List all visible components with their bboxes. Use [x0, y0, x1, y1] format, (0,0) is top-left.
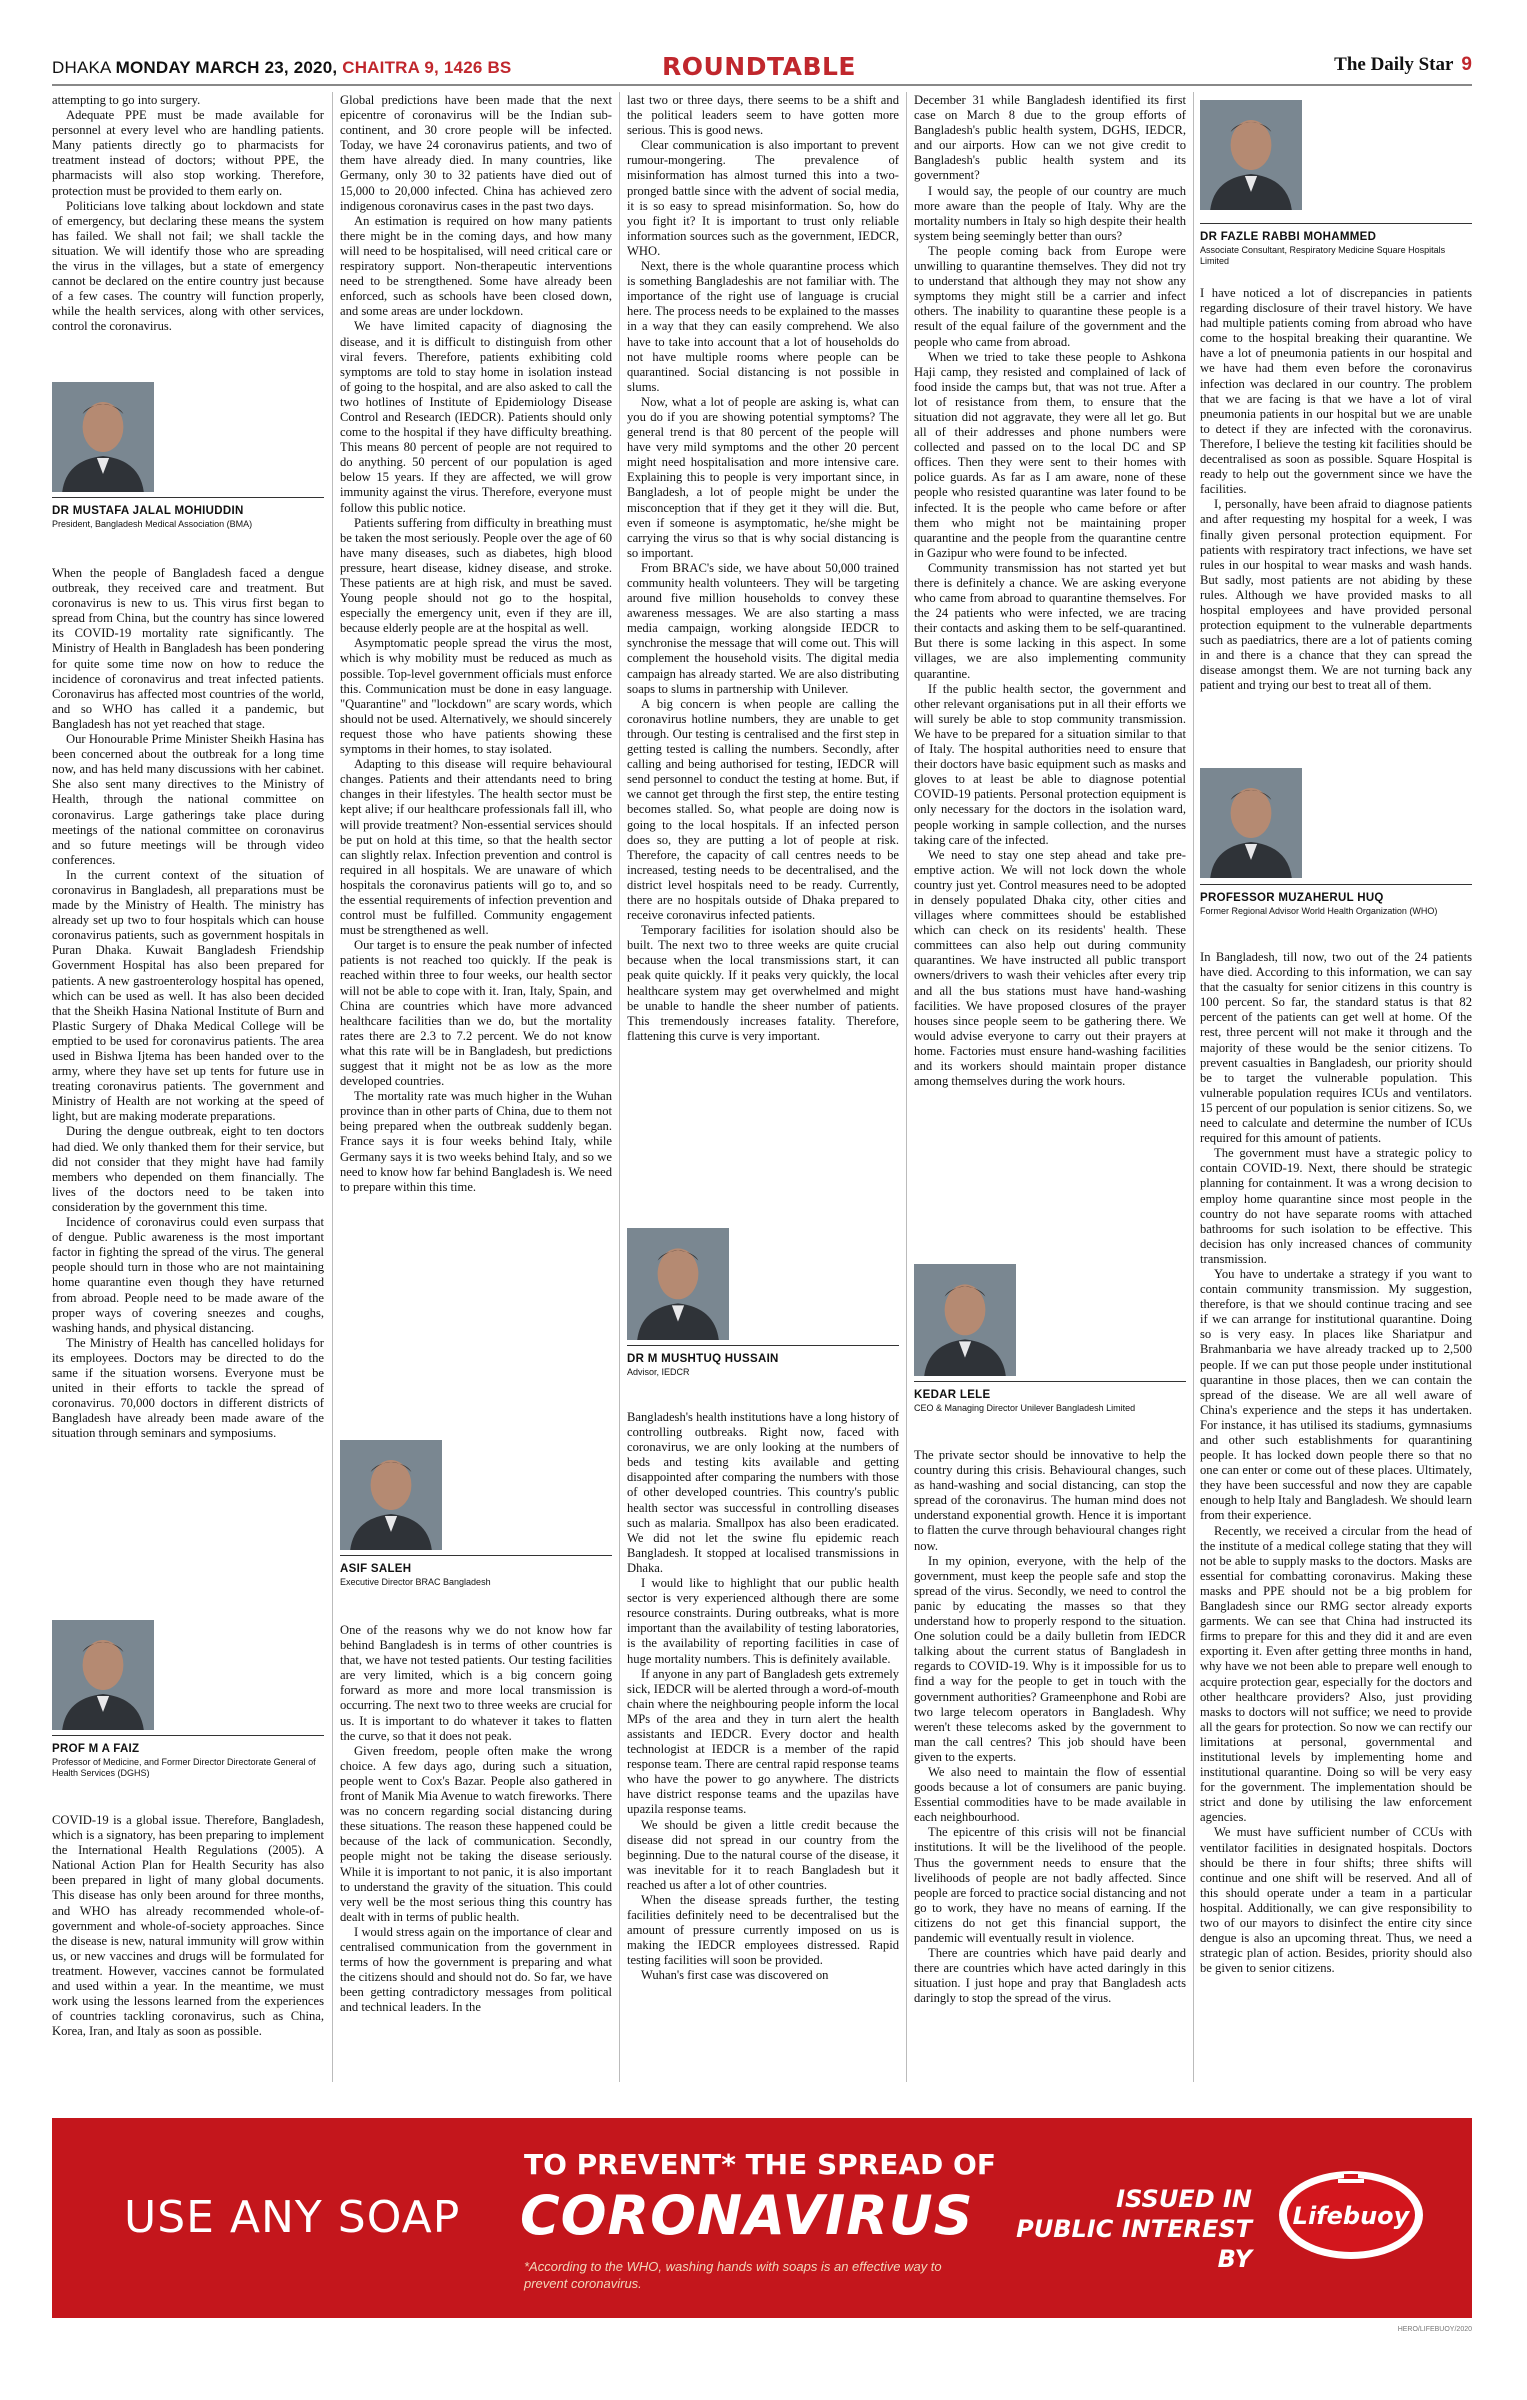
page-header [52, 52, 1472, 92]
speaker-photo [1200, 768, 1302, 878]
paragraph: I would say, the people of our country are much more aware than the people of Italy. Why are the mortality numbers in Italy so high despite their health system being seemingly better than ours? [914, 183, 1186, 243]
speaker-byline [914, 1389, 1186, 1414]
paragraph: The government must have a strategic policy to contain COVID-19. Next, there should be strategic planning for containment. It was a wrong decision to employ home quarantine since most people in the country do not have separate rooms with attached bathrooms for such isolation to be effective. This decision has only increased chances of community transmission. [1200, 1146, 1472, 1266]
speaker-byline [627, 1353, 899, 1378]
column-divider [619, 92, 620, 2082]
paragraph: I have noticed a lot of discrepancies in patients regarding disclosure of their travel history. We have had multiple patients coming from abroad who have come to the hospital breaking their quarantine. We have a lot of pneumonia patients in our hospital and we have had them even before the coronavirus infection was declared in our country. The problem that we are facing is that we have a lot of viral pneumonia patients in our hospital but we are unable to detect if they are infected with the coronavirus. Therefore, I believe the testing kit facilities should be decentralised as soon as possible. Square Hospital is ready to help out the government since we have the facilities. [1200, 286, 1472, 497]
speaker-title: Advisor, IEDCR [627, 1367, 690, 1377]
paragraph: Politicians love talking about lockdown and state of emergency, but declaring these means the system has failed. We shall not fail; we shall tackle the situation. We will identify those who are spreading the virus in the villages, but a state of emergency cannot be declared on the entire country just because of a few cases. The country will function properly, while the health services, along with other services, control the coronavirus. [52, 198, 324, 334]
brand-name: Lifebuoy [1292, 2202, 1410, 2230]
paragraph: We should be given a little credit because the disease did not spread in our country from the beginning. Due to the natural course of the disease, it was inevitable for it to reach Bangladesh but it reached us after a lot of other countries. [627, 1817, 899, 1892]
speaker-photo [52, 1620, 154, 1730]
paragraph: Patients suffering from difficulty in breathing must be taken the most seriously. People over the age of 60 have many diseases, such as diabetes, high blood pressure, heart disease, kidney disease, and stroke. These patients are at high risk, and must be saved. Young people should not go to the hospital, especially the emergency unit, even if they are ill, because elderly people are at the hospital as well. [340, 515, 612, 636]
paragraph: In Bangladesh, till now, two out of the 24 patients have died. According to this information, we can say that the casualty for senior citizens in this country is 100 percent. So far, the standard status is that 82 percent of the patients can get well at home. Of the rest, three percent will not make it through and the majority of these would be the senior citizens. To prevent casualties in Bangladesh, our priority should be to target the vulnerable population. This vulnerable population requires ICUs and ventilators. 15 percent of our population is senior citizens. So, we need to calculate and determine the number of ICUs required for this amount of patients. [1200, 950, 1472, 1146]
paragraph: In the current context of the situation of coronavirus in Bangladesh, all preparations must be made by the Ministry of Health. The ministry has already set up two to four hospitals which can house coronavirus patients, such as government hospitals in Puran Dhaka. Kuwait Bangladesh Friendship Government Hospital has also been prepared for patients. A new gastroenterology hospital has opened, which can be used as well. It has also been decided that the Sheikh Hasina National Institute of Burn and Plastic Surgery of Dhaka Medical College will be emptied to be used for coronavirus patients. The area used in Bishwa Ijtema has been handed over to the army, where they have set up tents for future use in treating coronavirus patients. The government and Ministry of Health are not working at the speed of light, but are making moderate preparations. [52, 867, 324, 1124]
byline-rule [340, 1555, 612, 1556]
bangla-date: CHAITRA 9, 1426 BS [342, 58, 512, 77]
paragraph: An estimation is required on how many patients there might be in the coming days, and how many will need to be hospitalised, will need critical care or respiratory support. Non-therapeutic interventions need to be strengthened. Some have already been enforced, such as schools have been closed down, and some areas are under lockdown. [340, 213, 612, 319]
paragraph: We must have sufficient number of CCUs with ventilator facilities in designated hospitals. Doctors should be there in four shifts; three shifts will continue and one shift will be reserved. And all of this should operate under a team in a particular hospital. Additionally, we can give responsibility to two of our mayors to disinfect the entire city since dengue is also an upcoming threat. Thus, we need a strategic plan of action. Besides, priority should also be given to senior citizens. [1200, 1825, 1472, 1976]
paragraph: COVID-19 is a global issue. Therefore, Bangladesh, which is a signatory, has been preparing to implement the International Health Regulations (2005). A National Action Plan for Health Security has also been prepared in light of many global documents. This disease has only been around for three months, and WHO has already recommended whole-of-government and whole-of-society approaches. Since the disease is new, natural immunity will grow within us, or new vaccines and drugs will be formulated for treatment. However, vaccines cannot be formulated and used within a year. In the meantime, we must work using the lessons learned from the experiences of countries tackling coronavirus, such as China, Korea, Iran, and Italy as soon as possible. [52, 1813, 324, 2039]
paragraph: We also need to maintain the flow of essential goods because a lot of consumers are panic buying. Essential commodities have to be made available in each neighbourhood. [914, 1764, 1186, 1825]
byline-rule [627, 1345, 899, 1346]
paragraph: Community transmission has not started yet but there is definitely a chance. We are asking everyone who came from abroad to quarantine themselves. For the 24 patients who were infected, we are tracing their contacts and asking them to be self-quarantined. But there is some lacking in this aspect. In some villages, we are also implementing community quarantine. [914, 560, 1186, 681]
paragraph: Asymptomatic people spread the virus the most, which is why mobility must be reduced as much as possible. Top-level government officials must enforce this. Communication must be done in easy language. "Quarantine" and "lockdown" are scary words, which should not be used. Alternatively, we should sincerely request those who have patients showing these symptoms in their homes, to stay isolated. [340, 636, 612, 757]
paragraph: The private sector should be innovative to help the country during this crisis. Behavioural changes, such as hand-washing and social distancing, can stop the spread of the coronavirus. The human mind does not understand exponential growth. Hence it is important to flatten the curve through behavioural changes right now. [914, 1448, 1186, 1553]
speaker-title: Associate Consultant, Respiratory Medicine Square Hospitals Limited [1200, 245, 1446, 266]
paragraph: Recently, we received a circular from the head of the institute of a medical college stating that they will not be able to supply masks to the doctors. Masks are essential for combatting coronavirus. Making these masks and PPE should not be a big problem for Bangladesh since our RMG sector already exports garments. We can see that China had instructed its firms to prepare for this and they did it and are even exporting it. Even after getting three months in hand, why have we not been able to prepare well enough to acquire protection gear, especially for the doctors and other healthcare providers? Also, just providing masks to doctors will not suffice; we need to provide all the gears for protection. So now we can rectify our limitations at personal, governmental and institutional levels by implementing home and institutional quarantine. Doing so will be very easy for the government. The implementation should be strict and done by utilising the law enforcement agencies. [1200, 1523, 1472, 1825]
paragraph: Global predictions have been made that the next epicentre of coronavirus will be the Indian sub-continent, and 30 crore people will be infected. Today, we have 24 coronavirus patients, and two of them have already died. In many countries, like Germany, only 30 to 32 patients have died out of 15,000 to 20,000 infected. China has achieved zero indigenous coronavirus cases in the past two days. [340, 93, 612, 213]
paragraph: If the public health sector, the government and other relevant organisations put in all their efforts we will surely be able to stop community transmission. We have to be prepared for a situation similar to that of Italy. The hospital authorities need to ensure that their doctors have basic equipment such as masks and gloves to at least be able to diagnose potential COVID-19 patients. Personal protection equipment is only necessary for the doctors in the isolation ward, people working in sample collection, and the nurses taking care of the infected. [914, 681, 1186, 847]
article-text [1200, 286, 1472, 694]
article-text [340, 93, 612, 1195]
paragraph: From BRAC's side, we have about 50,000 trained community health volunteers. They will be targeting around five million households to convey these awareness messages. We are also starting a mass media campaign, working alongside IEDCR to synchronise the message that will come out. This will complement the household visits. The digital media campaign has already started. We are also distributing soaps to slums in partnership with Unilever. [627, 560, 899, 696]
byline-rule [52, 497, 324, 498]
speaker-byline [1200, 892, 1472, 917]
byline-rule [1200, 223, 1472, 224]
paragraph: When the people of Bangladesh faced a dengue outbreak, they received care and treatment. But coronavirus is new to us. This virus first began to spread from China, but the country has since lowered its COVID-19 mortality rate significantly. The Ministry of Health in Bangladesh has been pondering for quite some time now on how to reduce the incidence of coronavirus and treat infected patients. Coronavirus has affected most countries of the world, and so WHO has called it a pandemic, but Bangladesh has not yet reached that stage. [52, 566, 324, 731]
speaker-photo [52, 382, 154, 492]
paragraph: December 31 while Bangladesh identified its first case on March 8 due to the group efforts of Bangladesh's public health system, DGHS, IEDCR, and our airports. How can we not give credit to Bangladesh's public health system and its government? [914, 93, 1186, 183]
paper-name: The Daily Star [1334, 54, 1454, 75]
ad-credit: HERO/LIFEBUOY/2020 [1397, 2326, 1472, 2333]
article-text [52, 93, 324, 335]
article-text [52, 566, 324, 1441]
speaker-title: Former Regional Advisor World Health Organization (WHO) [1200, 906, 1438, 916]
paragraph: During the dengue outbreak, eight to ten doctors had died. We only thanked them for their service, but did not consider that they might have had family members who depended on them financially. The lives of the doctors need to be taken into consideration by the government this time. [52, 1124, 324, 1214]
article-text [340, 1623, 612, 2015]
paragraph: Given freedom, people often make the wrong choice. A few days ago, during such a situation, people went to Cox's Bazar. People also gathered in front of Manik Mia Avenue to watch fireworks. There was no concern regarding social distancing during these situations. The reason these happened could be because of the lack of communication. Secondly, people might not be taking the disease seriously. While it is important to not panic, it is also important to understand the gravity of the situation. This could very well be the most serious thing this country has dealt with in terms of public health. [340, 1743, 612, 1924]
dateline [52, 58, 511, 78]
paragraph: last two or three days, there seems to be a shift and the political leaders seem to have gotten more serious. This is good news. [627, 93, 899, 138]
paragraph: attempting to go into surgery. [52, 93, 201, 107]
speaker-byline [1200, 231, 1472, 267]
column-divider [1193, 92, 1194, 2082]
article-text [1200, 950, 1472, 1976]
byline-rule [914, 1381, 1186, 1382]
paragraph: There are countries which have paid dearly and there are countries which have acted daringly in this situation. I just hope and pray that Bangladesh acts daringly to stop the spread of the virus. [914, 1946, 1186, 2006]
paragraph: The epicentre of this crisis will not be financial institutions. It will be the livelihood of the people. Thus the government needs to ensure that the livelihoods of people are not badly affected. Since people are forced to practice social distancing and not go to work, they have no means of earning. If the citizens do not get this financial support, the pandemic will eventually result in violence. [914, 1825, 1186, 1945]
paragraph: We have limited capacity of diagnosing the disease, and it is difficult to distinguish from other viral fevers. Therefore, patients exhibiting cold symptoms are told to stay home in isolation instead of going to the hospital, and are also asked to call the two hotlines of Institute of Epidemiology Disease Control and Research (IEDCR). Patients should only come to the hospital if they have difficulty breathing. This means 80 percent of people are not required to do anything. 50 percent of our population is aged below 15 years. If they are affected, we will grow immunity against the virus. Therefore, everyone must follow this public notice. [340, 319, 612, 515]
header-rule [52, 84, 1472, 86]
paragraph: Temporary facilities for isolation should also be built. The next two to three weeks are quite crucial because when the local transmissions start, it can peak quite quickly. If it peaks very quickly, the local healthcare system may get overwhelmed and might be unable to handle the sheer number of patients. This tremendously increases fatality. Therefore, flattening this curve is very important. [627, 923, 899, 1043]
speaker-photo [914, 1264, 1016, 1376]
paragraph: The people coming back from Europe were unwilling to quarantine themselves. They did not try to understand that although they may not show any symptoms they might still be a carrier and infect others. The inability to quarantine these people is a result of the equal failure of the government and the people who came from abroad. [914, 243, 1186, 349]
lifebuoy-logo-icon [1276, 2168, 1426, 2262]
speaker-byline [340, 1563, 612, 1588]
article-text [914, 93, 1186, 1089]
ad-footnote: *According to the WHO, washing hands with soaps is an effective way to prevent coronavirus. [524, 2259, 942, 2291]
date: MONDAY MARCH 23, 2020, [115, 58, 338, 77]
paragraph: I would stress again on the importance of clear and centralised communication from the government in terms of how the government is preparing and what the citizens should and should not do. So far, we have been getting contradictory messages from political and technical leaders. In the [340, 1924, 612, 2015]
paragraph: We need to stay one step ahead and take pre-emptive action. We will not lock down the whole country just yet. Control measures need to be adopted in densely populated Dhaka city, other cities and villages where committees should be established which can check on its residents' health. These committees can also help out during community quarantines. We have instructed all public transport owners/drivers to wash their vehicles after every trip and all the bus stations must have hand-washing facilities. We have proposed closures of the prayer houses since people seem to be gathering there. We would advise everyone to carry out their prayers at home. Factories must ensure hand-washing facilities and its workers should maintain proper distance among themselves during the work hours. [914, 847, 1186, 1089]
speaker-title: CEO & Managing Director Unilever Bangladesh Limited [914, 1403, 1136, 1413]
paragraph: Now, what a lot of people are asking is, what can you do if you are showing potential symptoms? The general trend is that 80 percent of the people will have very mild symptoms and the other 20 percent might need hospitalisation and more intensive care. Explaining this to people is very important since, in Bangladesh, a lot of people might be under the misconception that if they get it they will die. But, even if someone is asymptomatic, he/she might be carrying the virus so that is why social distancing is so important. [627, 394, 899, 560]
speaker-name: KEDAR LELE [914, 1389, 991, 1401]
paragraph: Our Honourable Prime Minister Sheikh Hasina has been concerned about the outbreak for a long time now, and has held many discussions with her cabinet. She also sent many directives to the Ministry of Health, through the national committee on coronavirus. Large gatherings take place during meetings of the national committee on coronavirus and so future meetings will be through video conferences. [52, 732, 324, 867]
paragraph: You have to undertake a strategy if you want to contain community transmission. My suggestion, therefore, is that we should continue tracing and see if we can arrange for institutional quarantine. Doing so is very easy. In places like Shariatpur and Brahmanbaria we have already tracked up to 2,500 people. If we can put those people under institutional quarantine in those places, then we can contain the spread of the disease. We are all well aware of China's experience and the steps it has undertaken. For instance, it has utilised its stadiums, gymnasiums and other such establishments for quarantining people. It has locked down people there so that no one can enter or come out of these places. Ultimately, they have been successful and now they are capable enough to help Italy and Bangladesh. We should learn from their experience. [1200, 1266, 1472, 1523]
speaker-name: DR FAZLE RABBI MOHAMMED [1200, 231, 1377, 243]
article-text [627, 93, 899, 1044]
paragraph: Bangladesh's health institutions have a long history of controlling outbreaks. Right now, faced with coronavirus, we are only looking at the numbers of beds and testing kits available and getting disappointed after comparing the numbers with those of other developed countries. This country's public health sector was successful in controlling diseases such as malaria. Smallpox has also been eradicated. We did not let the swine flu epidemic reach Bangladesh. It stopped at localised transmissions in Dhaka. [627, 1410, 899, 1575]
paragraph: When we tried to take these people to Ashkona Haji camp, they resisted and complained of lack of food inside the camps but, that was not true. After a lot of resistance from them, to ensure that the situation did not aggravate, they were all let go. But all of their addresses and phone numbers were collected and passed on to the local DC and SP offices. Then they were sent to their homes with police guards. As far as I am aware, none of these people who resisted quarantine was later found to be infected. It is the people who came before or after them who might not be maintaining proper quarantine and the people from the quarantine centre in Gazipur who were found to be infected. [914, 349, 1186, 560]
speaker-photo [1200, 100, 1302, 210]
paragraph: In my opinion, everyone, with the help of the government, must keep the people safe and stop the spread of the virus. Secondly, we need to control the panic by educating the masses so that they understand how to properly respond to the situation. One solution could be a daily bulletin from IEDCR talking about the current status of Bangladesh in regards to COVID-19. Why is it impossible for us to find a way for the people to get in touch with the government authorities? Grameenphone and Robi are two large telecom operators in Bangladesh. Why weren't these telecoms asked by the government to man the call centres? This job should have been given to the experts. [914, 1553, 1186, 1764]
paragraph: Adequate PPE must be made available for personnel at every level who are handling patients. Many patients directly go to pharmacists for treatment instead of doctors; without PPE, the pharmacists will also stop working. Therefore, protection must be provided to them early on. [52, 108, 324, 198]
speaker-photo [627, 1228, 729, 1340]
paragraph: If anyone in any part of Bangladesh gets extremely sick, IEDCR will be alerted through a word-of-mouth chain where the neighbouring people inform the local MPs of the area and they in turn alert the health assistants and IEDCR. Every doctor and health technologist at IEDCR is a member of the rapid response team. There are central rapid response teams who have the power to go anywhere. The districts have district response teams and the upazilas have upazila response teams. [627, 1666, 899, 1817]
speaker-byline [52, 505, 324, 530]
ad-left-text: USE ANY SOAP [124, 2192, 461, 2243]
byline-rule [1200, 884, 1472, 885]
speaker-byline [52, 1743, 324, 1779]
paragraph: When the disease spreads further, the testing facilities definitely need to be decentralised but the amount of pressure currently imposed on us is making the IEDCR employees distressed. Rapid testing facilities will soon be provided. [627, 1893, 899, 1968]
paragraph: I would like to highlight that our public health sector is very experienced although there are some resource constraints. During outbreaks, what is more important than the availability of testing laboratories, is the availability of reporting facilities in case of huge mortality numbers. This is definitely available. [627, 1576, 899, 1666]
speaker-name: PROF M A FAIZ [52, 1743, 140, 1755]
page-number: 9 [1461, 54, 1472, 75]
paragraph: I, personally, have been afraid to diagnose patients and after requesting my hospital for a week, I was finally given personal protection equipment. For patients with respiratory tract infections, we have set rules in our hospital to wear masks and wash hands. But sadly, most patients are not abiding by these rules. Although we have provided masks to all hospital employees and have provided personal protection equipment to the vulnerable departments such as paediatrics, there are a lot of patients coming in and there is a chance that they can spread the disease amongst them. We are not turning back any patient and trying our best to treat all of them. [1200, 497, 1472, 693]
speaker-photo [340, 1440, 442, 1550]
ad-line2: CORONAVIRUS [520, 2184, 974, 2247]
speaker-title: Executive Director BRAC Bangladesh [340, 1577, 491, 1587]
ad-line1: TO PREVENT* THE SPREAD OF [524, 2148, 996, 2181]
paragraph: Incidence of coronavirus could even surpass that of dengue. Public awareness is the most important factor in fighting the spread of the virus. The general people should turn in those who are not maintaining home quarantine even though they have returned from abroad. People need to be made aware of the proper ways of covering sneezes and coughs, washing hands, and physical distancing. [52, 1215, 324, 1335]
paragraph: One of the reasons why we do not know how far behind Bangladesh is in terms of other countries is that, we have not tested patients. Our testing facilities are very limited, which is a big concern going forward as more and more local transmission is occurring. The next two to three weeks are crucial for us. It is important to do whatever it takes to flatten the curve, so that it does not peak. [340, 1623, 612, 1743]
article-text [52, 1813, 324, 2039]
paragraph: Our target is to ensure the peak number of infected patients is not reached too quickly. If the peak is reached within three to four weeks, our health sector will not be able to cope with it. Iran, Italy, Spain, and China are countries which have more advanced healthcare facilities than we do, but the mortality rates there are 2.3 to 7.2 percent. We do not know what this rate will be in Bangladesh, but predictions suggest that it might not be as low as the more developed countries. [340, 938, 612, 1089]
lifebuoy-advertisement [52, 2118, 1472, 2318]
paragraph: The mortality rate was much higher in the Wuhan province than in other parts of China, due to them not being prepared when the outbreak suddenly began. France says it is four weeks behind Italy, while Germany says it is two weeks behind Italy, and so we need to know how far behind Bangladesh is. We need to prepare within this time. [340, 1089, 612, 1194]
paragraph: Clear communication is also important to prevent rumour-mongering. The prevalence of misinformation has almost turned this into a two-pronged battle since with the advent of social media, it is so easy to spread misinformation. So, how do you fight it? It is important to trust only reliable information sources such as the government, IEDCR, WHO. [627, 138, 899, 258]
byline-rule [52, 1735, 324, 1736]
ad-issued-by: ISSUED IN PUBLIC INTEREST BY [1016, 2185, 1252, 2273]
column-divider [906, 92, 907, 2082]
speaker-name: ASIF SALEH [340, 1563, 412, 1575]
paragraph: Adapting to this disease will require behavioural changes. Patients and their attendants need to bring changes in their lifestyles. The health sector must be kept alive; if our healthcare professionals fall ill, who will provide treatment? Non-essential services should be put on hold at this time, so that the health sector can slightly relax. Infection prevention and control is required in all hospitals. We are unaware of which hospitals the coronavirus patients will go to, and so the essential requirements of infection prevention and control must be fulfilled. Community engagement must be strengthened as well. [340, 757, 612, 938]
speaker-name: PROFESSOR MUZAHERUL HUQ [1200, 892, 1384, 904]
city: DHAKA [52, 58, 111, 77]
paragraph: Next, there is the whole quarantine process which is something Bangladeshis are not familiar with. The importance of the right use of language is crucial here. The process needs to be explained to the masses in a way that they can easily comprehend. We also have to take into account that a lot of households do not have multiple rooms where people can be quarantined. Social distancing is not possible in slums. [627, 259, 899, 394]
masthead [1334, 54, 1472, 76]
speaker-title: Professor of Medicine, and Former Director Directorate General of Health Services (DGHS) [52, 1757, 316, 1778]
speaker-name: DR MUSTAFA JALAL MOHIUDDIN [52, 505, 244, 517]
article-text [627, 1410, 899, 1984]
paragraph: The Ministry of Health has cancelled holidays for its employees. Doctors may be directed to do the same if the situation worsens. Everyone must be united in their efforts to tackle the spread of coronavirus. 70,000 doctors in different districts of Bangladesh have already been made aware of the situation through seminars and symposiums. [52, 1335, 324, 1441]
column-divider [332, 92, 333, 2082]
paragraph: A big concern is when people are calling the coronavirus hotline numbers, they are unable to get through. Our testing is centralised and the first step in getting tested is calling the numbers. Secondly, after calling and being authorised for testing, IEDCR will send personnel to conduct the testing at home. But, if we cannot get through the first step, the entire testing becomes stalled. So, what people are doing now is going to the local hospitals. If an infected person does so, they are putting a lot of people at risk. Therefore, the capacity of call centres needs to be increased, testing needs to be decentralised, and the district level hospitals need to be ready. Currently, there are no hospitals outside of Dhaka prepared to receive coronavirus infected patients. [627, 696, 899, 923]
article-text [914, 1448, 1186, 2006]
paragraph: Wuhan's first case was discovered on [641, 1968, 829, 1983]
section-title: ROUNDTABLE [662, 52, 857, 81]
speaker-title: President, Bangladesh Medical Association (BMA) [52, 519, 253, 529]
speaker-name: DR M MUSHTUQ HUSSAIN [627, 1353, 779, 1365]
